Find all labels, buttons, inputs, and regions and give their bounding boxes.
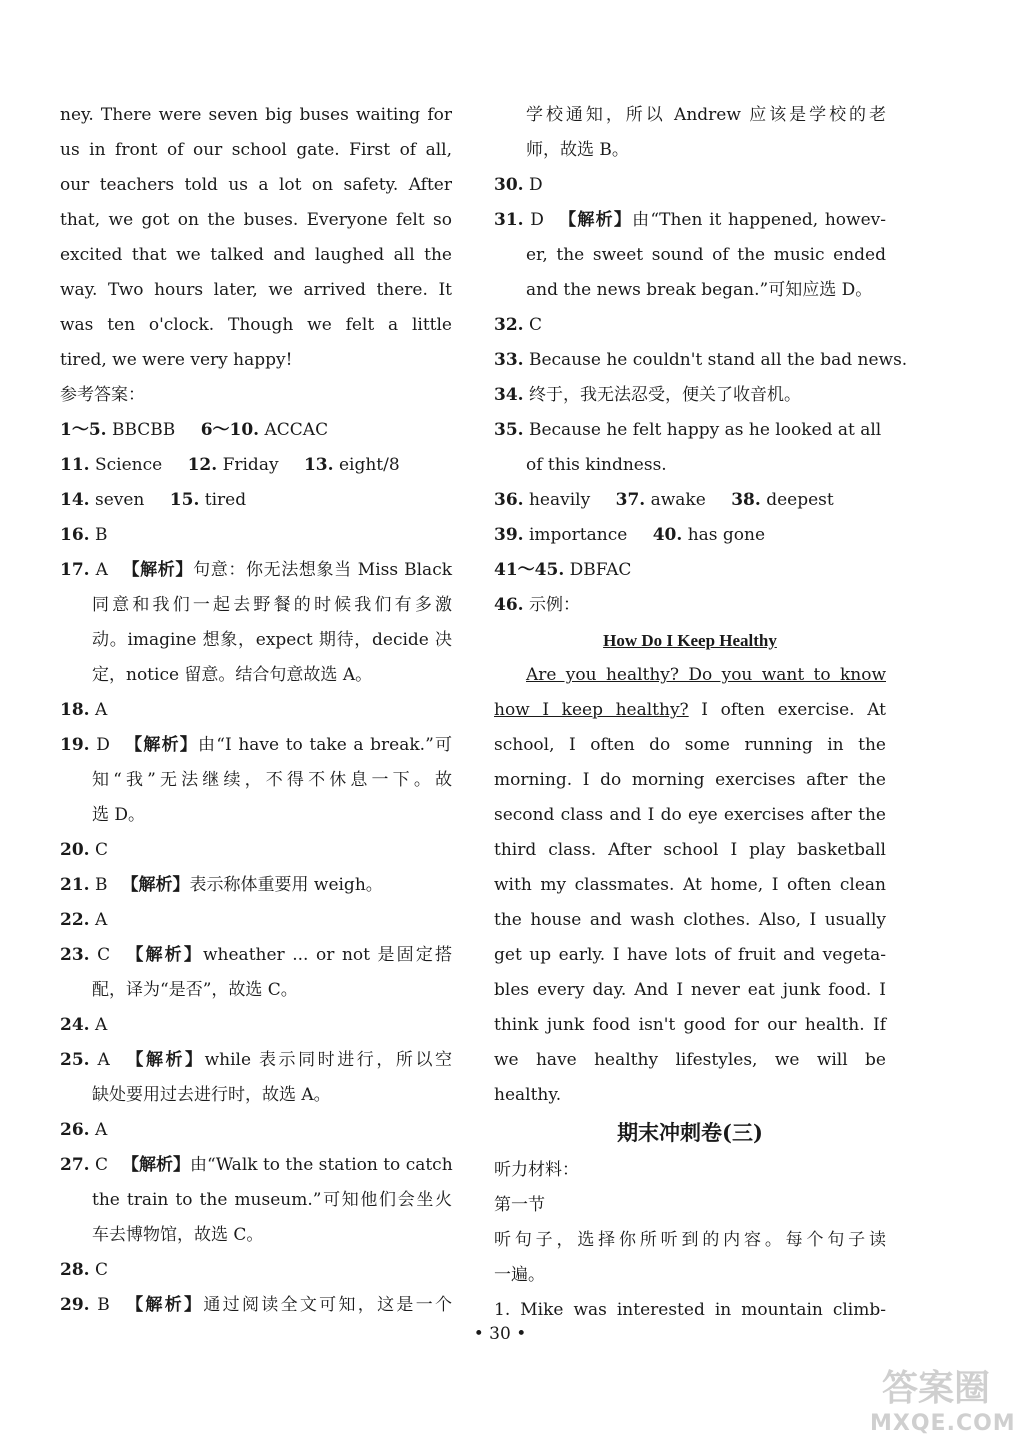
essay-line: think junk food isn't good for our health. If bbox=[494, 1015, 886, 1035]
answer-value: B bbox=[94, 875, 108, 895]
analysis-line: 选 D。 bbox=[92, 805, 146, 825]
instruction-line: 一遍。 bbox=[494, 1265, 545, 1285]
answer-17 bbox=[60, 553, 452, 588]
analysis-tag: 【解析】 bbox=[121, 560, 194, 580]
essay-title bbox=[494, 623, 886, 658]
answer-30 bbox=[494, 168, 886, 203]
analysis-text: wheather ... or not 是固定搭 bbox=[203, 945, 453, 965]
analysis-line: and the news break began.”可知应选 D。 bbox=[526, 280, 873, 300]
answer-number: 32. bbox=[494, 315, 524, 335]
answer-number: 16. bbox=[60, 525, 90, 545]
answer-value: A bbox=[94, 1120, 108, 1140]
analysis-tag: 【解析】 bbox=[123, 1295, 204, 1315]
essay-line: we have healthy lifestyles, we will be bbox=[494, 1050, 886, 1070]
answer-value: A bbox=[94, 1015, 108, 1035]
answer-27 bbox=[60, 1148, 452, 1183]
analysis-line: 知“我”无法继续，不得不休息一下。故 bbox=[92, 770, 452, 790]
answer-31 bbox=[494, 203, 886, 238]
essay-line: get up early. I have lots of fruit and vegeta- bbox=[494, 945, 886, 965]
answer-number: 38. bbox=[731, 490, 761, 510]
analysis-text: while 表示同时进行，所以空 bbox=[204, 1050, 453, 1070]
answer-value: Because he felt happy as he looked at all bbox=[528, 420, 882, 440]
answer-value: heavily bbox=[528, 490, 591, 510]
answer-value: C bbox=[94, 1155, 108, 1175]
answer-number: 41～45. bbox=[494, 560, 565, 580]
analysis-line: 缺处要用过去进行时，故选 A。 bbox=[92, 1085, 331, 1105]
answer-value: B bbox=[94, 525, 108, 545]
answer-number: 14. bbox=[60, 490, 90, 510]
answer-number: 30. bbox=[494, 175, 524, 195]
essay-line: third class. After school I play basketball bbox=[494, 840, 886, 860]
answer-number: 19. bbox=[60, 735, 90, 755]
answer-34 bbox=[494, 378, 886, 413]
answer-value: C bbox=[528, 315, 542, 335]
answer-value: seven bbox=[94, 490, 145, 510]
listening-label: 听力材料： bbox=[494, 1160, 579, 1180]
answer-value: D bbox=[528, 175, 543, 195]
analysis-line: 学校通知，所以 Andrew 应该是学校的老 bbox=[526, 105, 886, 125]
answer-number: 20. bbox=[60, 840, 90, 860]
answer-number: 40. bbox=[652, 525, 683, 545]
answer-11-13 bbox=[60, 448, 452, 483]
answer-value: Because he couldn't stand all the bad news. bbox=[528, 350, 908, 370]
passage-line: was ten o'clock. Though we felt a little bbox=[60, 315, 452, 335]
answer-value: tired bbox=[204, 490, 247, 510]
listening-item: 1. Mike was interested in mountain climb- bbox=[494, 1300, 886, 1320]
answer-value: A bbox=[95, 560, 108, 580]
answer-number: 37. bbox=[615, 490, 646, 510]
analysis-text: 句意：你无法想象当 Miss Black bbox=[193, 560, 453, 580]
analysis-line: 配，译为“是否”，故选 C。 bbox=[92, 980, 298, 1000]
answer-value: A bbox=[97, 1050, 110, 1070]
watermark-logo bbox=[870, 1360, 1016, 1448]
answer-33 bbox=[494, 343, 908, 378]
left-column bbox=[60, 98, 452, 1323]
answer-number: 31. bbox=[494, 210, 524, 230]
answer-value: awake bbox=[650, 490, 706, 510]
answer-value: D bbox=[530, 210, 544, 230]
essay-text: I often exercise. At bbox=[701, 700, 887, 720]
analysis-line: 车去博物馆，故选 C。 bbox=[92, 1225, 264, 1245]
answer-number: 27. bbox=[60, 1155, 90, 1175]
analysis-line: 定，notice 留意。结合句意故选 A。 bbox=[92, 665, 373, 685]
analysis-tag: 【解析】 bbox=[124, 945, 203, 965]
page-number: • 30 • bbox=[473, 1324, 527, 1344]
answer-41-45 bbox=[494, 553, 886, 588]
answer-value: has gone bbox=[687, 525, 766, 545]
essay-line: bles every day. And I never eat junk food. I bbox=[494, 980, 886, 1000]
analysis-text: 表示称体重要用 weigh。 bbox=[189, 875, 383, 895]
essay-line: healthy. bbox=[494, 1085, 562, 1105]
answer-number: 34. bbox=[494, 385, 524, 405]
answer-value: C bbox=[94, 840, 108, 860]
answer-value: Science bbox=[94, 455, 163, 475]
part-label: 第一节 bbox=[494, 1195, 545, 1215]
analysis-line: 师，故选 B。 bbox=[526, 140, 629, 160]
passage-line: tired, we were very happy! bbox=[60, 350, 293, 370]
passage-line: us in front of our school gate. First of all, bbox=[60, 140, 452, 160]
answer-number: 17. bbox=[60, 560, 90, 580]
answer-value: ACCAC bbox=[264, 420, 329, 440]
analysis-tag: 【解析】 bbox=[557, 210, 633, 230]
answer-number: 24. bbox=[60, 1015, 90, 1035]
answer-number: 13. bbox=[303, 455, 334, 475]
passage-line: that, we got on the buses. Everyone felt so bbox=[60, 210, 452, 230]
answer-22 bbox=[60, 903, 452, 938]
essay-line: second class and I do eye exercises after the bbox=[494, 805, 886, 825]
answer-25 bbox=[60, 1043, 452, 1078]
analysis-line: the train to the museum.”可知他们会坐火 bbox=[92, 1190, 452, 1210]
answer-value: DBFAC bbox=[569, 560, 632, 580]
passage-line: our teachers told us a lot on safety. After bbox=[60, 175, 452, 195]
answer-value: D bbox=[96, 735, 110, 755]
essay-line: the house and wash clothes. Also, I usually bbox=[494, 910, 886, 930]
analysis-text: 由“Walk to the station to catch bbox=[190, 1155, 453, 1175]
answer-number: 36. bbox=[494, 490, 524, 510]
answer-16 bbox=[60, 518, 452, 553]
answer-18 bbox=[60, 693, 452, 728]
answer-24 bbox=[60, 1008, 452, 1043]
answer-number: 1～5. bbox=[60, 420, 107, 440]
answer-value: deepest bbox=[766, 490, 834, 510]
answer-39-40 bbox=[494, 518, 886, 553]
answer-value: A bbox=[94, 910, 108, 930]
answer-number: 28. bbox=[60, 1260, 90, 1280]
answer-number: 26. bbox=[60, 1120, 90, 1140]
answer-line: of this kindness. bbox=[526, 455, 667, 475]
watermark-bottom: MXQE.COM bbox=[870, 1411, 1016, 1436]
watermark-top: 答案圈 bbox=[881, 1368, 990, 1409]
passage-line: excited that we talked and laughed all the bbox=[60, 245, 452, 265]
answer-number: 25. bbox=[60, 1050, 90, 1070]
answer-number: 22. bbox=[60, 910, 90, 930]
answer-35 bbox=[494, 413, 886, 448]
answer-value: Friday bbox=[222, 455, 279, 475]
analysis-line: er, the sweet sound of the music ended bbox=[526, 245, 886, 265]
analysis-text: 由“Then it happened, howev- bbox=[632, 210, 887, 230]
section-title: 期末冲刺卷(三) bbox=[617, 1120, 763, 1145]
answer-number: 18. bbox=[60, 700, 90, 720]
answer-number: 29. bbox=[60, 1295, 90, 1315]
answer-28 bbox=[60, 1253, 452, 1288]
answer-value: A bbox=[94, 700, 108, 720]
answer-20 bbox=[60, 833, 452, 868]
passage-line: ney. There were seven big buses waiting for bbox=[60, 105, 452, 125]
essay-line: morning. I do morning exercises after the bbox=[494, 770, 886, 790]
answer-number: 46. bbox=[494, 595, 524, 615]
analysis-tag: 【解析】 bbox=[123, 735, 199, 755]
answer-21 bbox=[60, 868, 452, 903]
answer-number: 23. bbox=[60, 945, 90, 965]
essay-line: with my classmates. At home, I often clean bbox=[494, 875, 886, 895]
answer-number: 39. bbox=[494, 525, 524, 545]
analysis-text: 由“I have to take a break.”可 bbox=[198, 735, 453, 755]
answer-number: 11. bbox=[60, 455, 90, 475]
answer-32 bbox=[494, 308, 886, 343]
answer-value: importance bbox=[528, 525, 628, 545]
essay-line bbox=[494, 658, 886, 693]
essay-line: school, I often do some running in the bbox=[494, 735, 886, 755]
passage-line: way. Two hours later, we arrived there. It bbox=[60, 280, 452, 300]
essay-title-text: How Do I Keep Healthy bbox=[603, 631, 777, 650]
analysis-line: 动。imagine 想象，expect 期待，decide 决 bbox=[92, 630, 452, 650]
answer-29 bbox=[60, 1288, 452, 1323]
answer-value: C bbox=[94, 1260, 108, 1280]
answer-number: 15. bbox=[169, 490, 200, 510]
answer-23 bbox=[60, 938, 452, 973]
essay-underlined-text: how I keep healthy? bbox=[494, 700, 689, 720]
answer-value: eight/8 bbox=[338, 455, 400, 475]
analysis-text: 通过阅读全文可知，这是一个 bbox=[203, 1295, 453, 1315]
answer-value: B bbox=[97, 1295, 110, 1315]
answer-value: BBCBB bbox=[111, 420, 176, 440]
analysis-tag: 【解析】 bbox=[123, 1050, 205, 1070]
instruction-line: 听句子，选择你所听到的内容。每个句子读 bbox=[494, 1230, 886, 1250]
analysis-tag: 【解析】 bbox=[121, 875, 190, 895]
analysis-line: 同意和我们一起去野餐的时候我们有多激 bbox=[92, 595, 452, 615]
answer-46 bbox=[494, 588, 886, 623]
answer-number: 6～10. bbox=[200, 420, 260, 440]
answer-number: 35. bbox=[494, 420, 524, 440]
essay-line bbox=[494, 693, 886, 728]
answer-14-15 bbox=[60, 483, 452, 518]
answer-number: 33. bbox=[494, 350, 524, 370]
answer-36-38 bbox=[494, 483, 886, 518]
answer-26 bbox=[60, 1113, 452, 1148]
right-column bbox=[494, 98, 908, 1328]
analysis-tag: 【解析】 bbox=[122, 1155, 190, 1175]
answer-1-10 bbox=[60, 413, 452, 448]
answers-heading: 参考答案： bbox=[60, 385, 145, 405]
essay-underlined-text: Are you healthy? Do you want to know bbox=[526, 665, 886, 685]
answer-value: 示例： bbox=[528, 595, 580, 615]
answer-number: 21. bbox=[60, 875, 90, 895]
answer-value: C bbox=[97, 945, 111, 965]
answer-value: 终于，我无法忍受，便关了收音机。 bbox=[528, 385, 801, 405]
answer-number: 12. bbox=[187, 455, 218, 475]
answer-19 bbox=[60, 728, 452, 763]
